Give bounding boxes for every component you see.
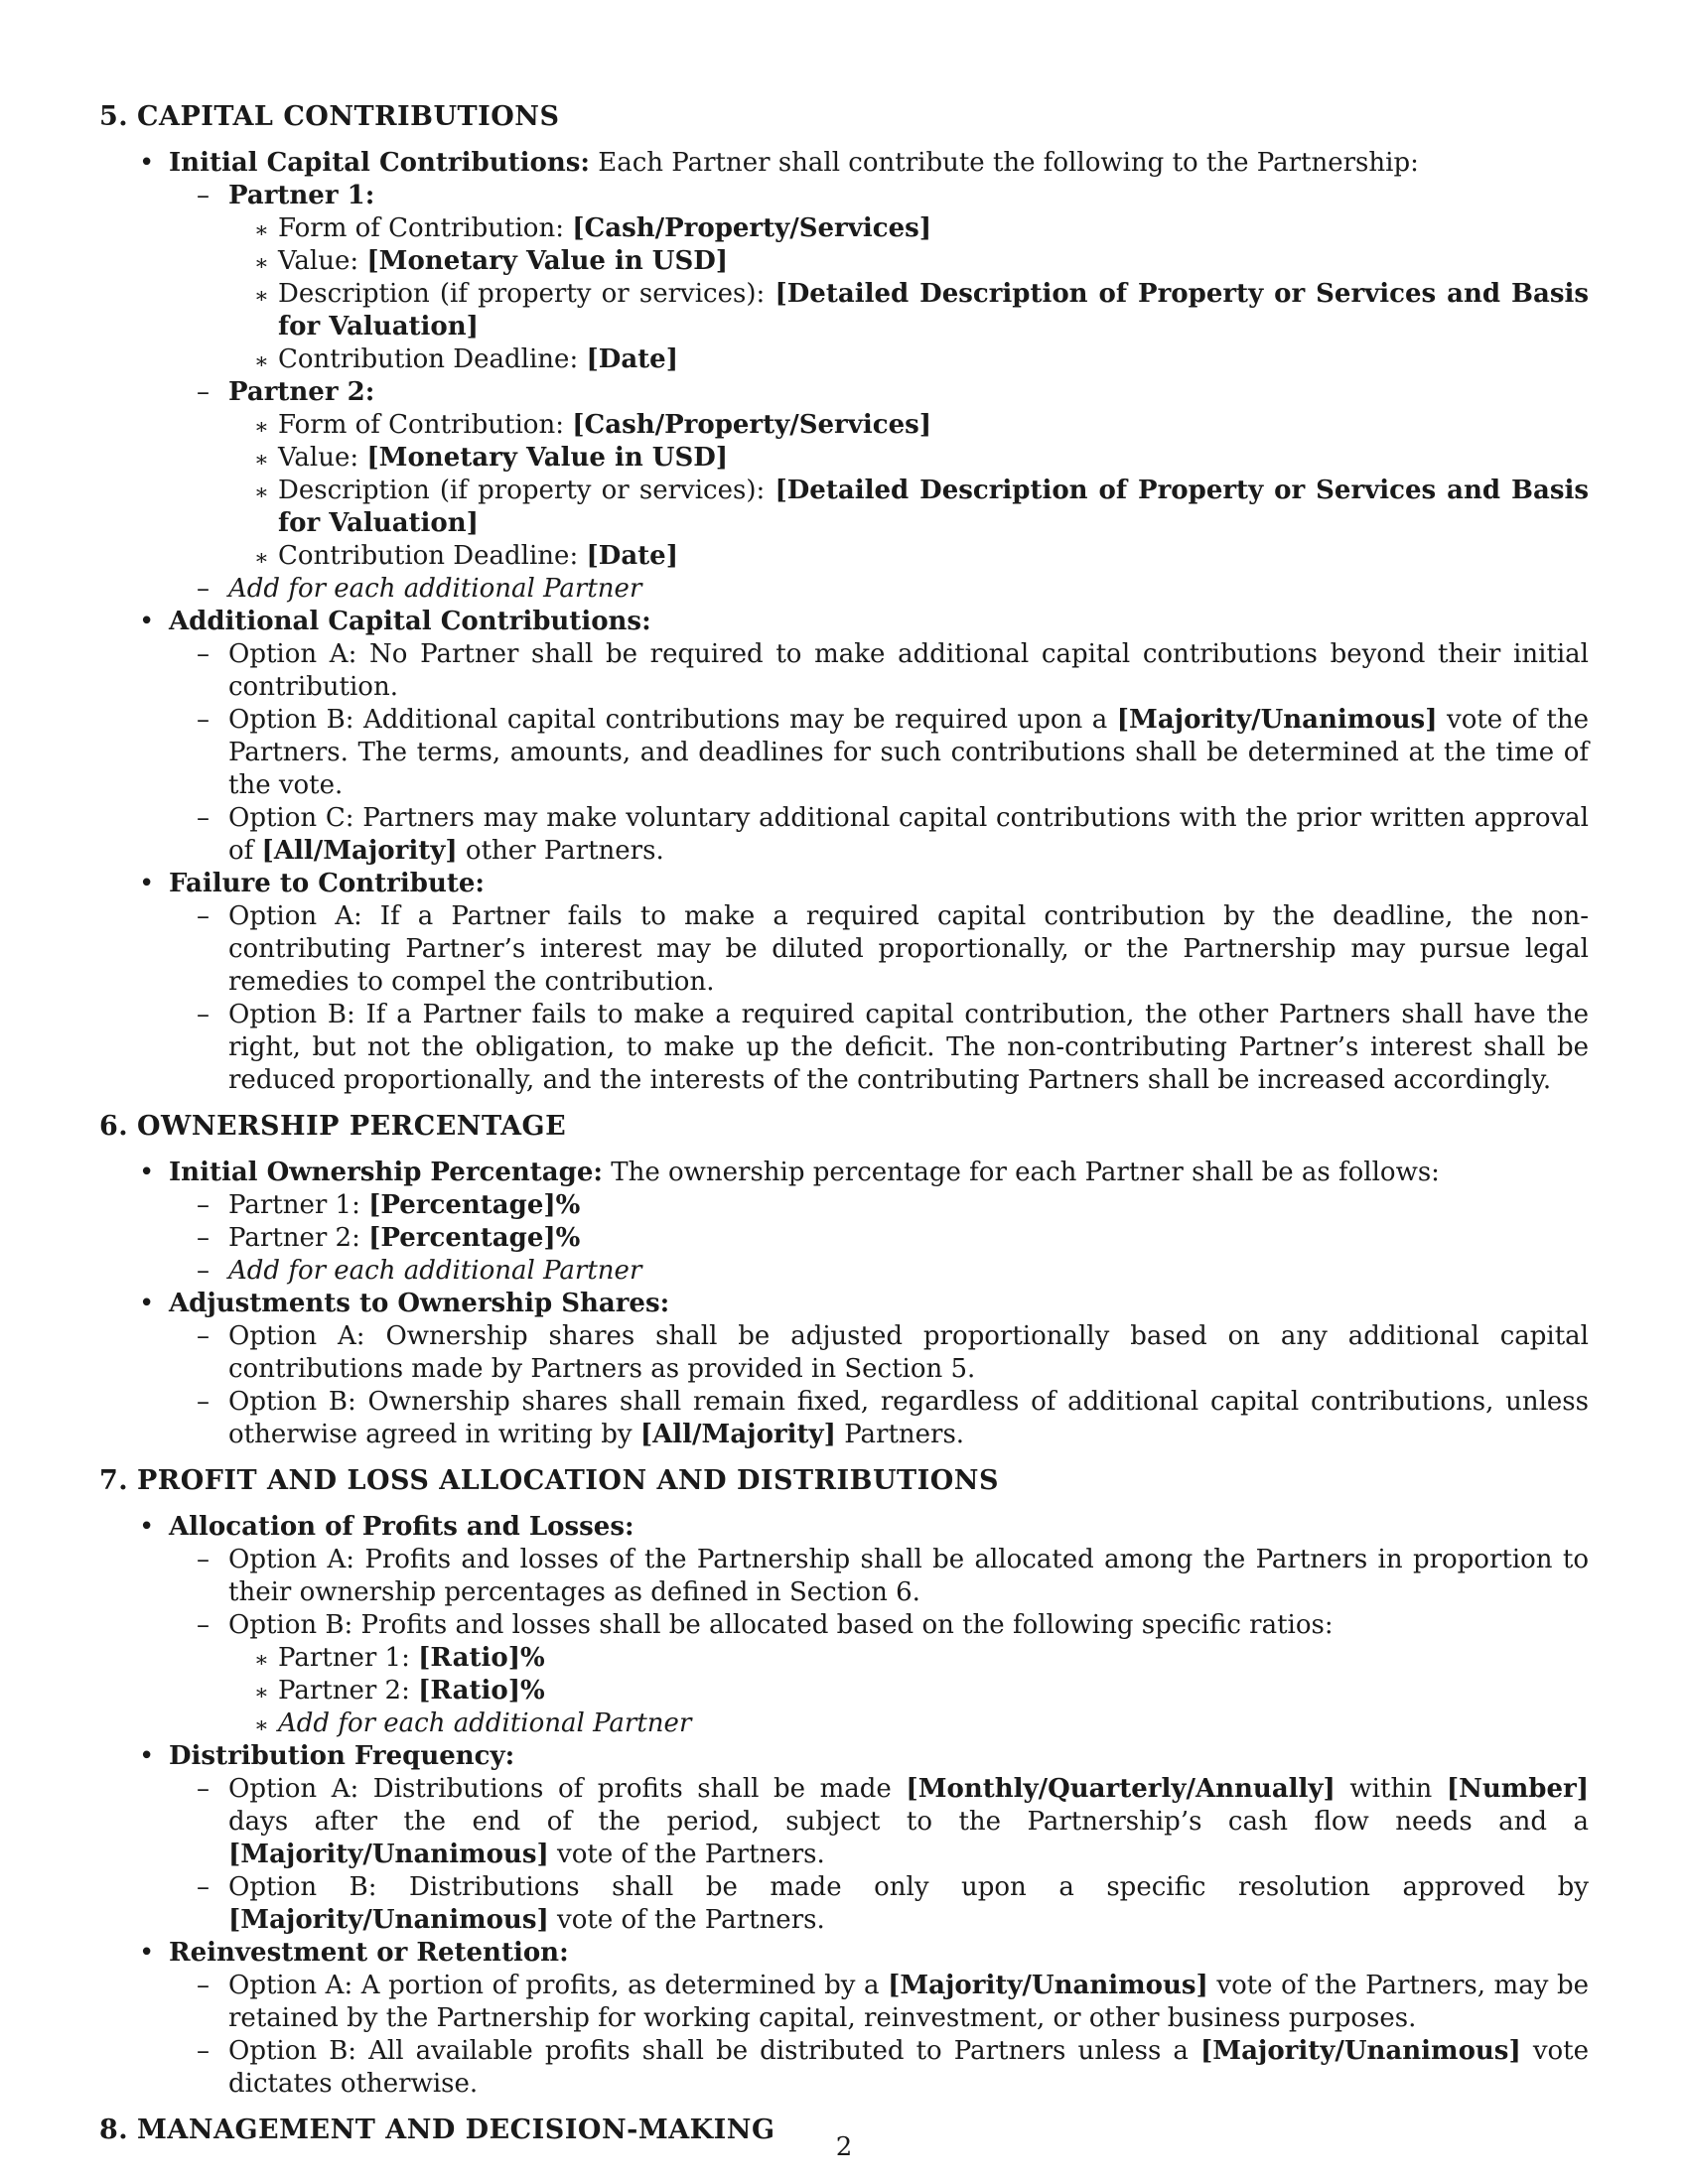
section-number: 8. bbox=[99, 2115, 129, 2145]
page-number: 2 bbox=[835, 2132, 853, 2162]
list-item: – Option B: If a Partner fails to make a required capital contribution, the other Partners shall have the right, but not the obligation, to make up the deficit. The non-contributing Partner’s interest shall be reduced proportionally, and the interests of the contributing Partners shall be increased accordingly. bbox=[197, 1000, 1589, 1095]
list-item: ∗ Partner 2: [Ratio]% bbox=[99, 1675, 1589, 1707]
dash-icon: – bbox=[197, 1190, 210, 1220]
list-item: – Option A: A portion of profits, as determined by a [Majority/Unanimous] vote of the Partners, may be retained by the Partnership for working capital, reinvestment, or other business purposes. bbox=[197, 1971, 1589, 2033]
list-item bbox=[99, 1511, 1589, 1544]
item-label: Reinvestment or Retention: bbox=[169, 1938, 569, 1968]
list-item: • Initial Capital Contributions: Each Partner shall contribute the following to the Partnership: bbox=[139, 148, 1419, 178]
list-item: ∗ Partner 1: [Ratio]% bbox=[99, 1642, 1589, 1675]
bullet-icon: • bbox=[139, 869, 155, 898]
section-title: CAPITAL CONTRIBUTIONS bbox=[137, 101, 560, 132]
dash-icon: – bbox=[197, 1223, 210, 1253]
list-item: • Initial Ownership Percentage: The ownership percentage for each Partner shall be as follows: bbox=[139, 1158, 1440, 1187]
list-item bbox=[99, 1937, 1589, 1970]
section-6-heading bbox=[99, 1109, 1589, 1145]
asterisk-icon: ∗ bbox=[254, 448, 269, 473]
item-label: Initial Capital Contributions: bbox=[169, 148, 590, 178]
section-number: 5. bbox=[99, 101, 129, 132]
section-title: PROFIT AND LOSS ALLOCATION AND DISTRIBUTIONS bbox=[137, 1465, 999, 1496]
list-item bbox=[99, 1740, 1589, 1773]
asterisk-icon: ∗ bbox=[254, 546, 269, 571]
list-item: – Option A: Ownership shares shall be adjusted proportionally based on any additional capital contributions made by Partners as provided in Section 5. bbox=[197, 1321, 1589, 1384]
list-item: – Option B: Ownership shares shall remain fixed, regardless of additional capital contributions, unless otherwise agreed in writing by [All/Majority] Partners. bbox=[197, 1387, 1589, 1449]
bullet-icon: • bbox=[139, 1289, 155, 1318]
list-item: – Option A: Profits and losses of the Partnership shall be allocated among the Partners in proportion to their ownership percentages as defined in Section 6. bbox=[197, 1545, 1589, 1607]
list-item: ∗ Form of Contribution: [Cash/Property/Services] bbox=[99, 409, 1589, 442]
list-item: – Partner 2: bbox=[197, 377, 375, 407]
item-label: Allocation of Profits and Losses: bbox=[169, 1512, 634, 1542]
asterisk-icon: ∗ bbox=[254, 480, 269, 505]
dash-icon: – bbox=[197, 574, 210, 604]
asterisk-icon: ∗ bbox=[254, 284, 269, 309]
dash-icon: – bbox=[197, 1321, 210, 1351]
asterisk-icon: ∗ bbox=[254, 349, 269, 374]
dash-icon: – bbox=[197, 1545, 210, 1574]
asterisk-icon: ∗ bbox=[254, 1648, 269, 1673]
list-item bbox=[99, 606, 1589, 638]
list-item bbox=[99, 868, 1589, 900]
item-label: Additional Capital Contributions: bbox=[169, 607, 651, 636]
bullet-icon: • bbox=[139, 1158, 155, 1187]
dash-icon: – bbox=[197, 639, 210, 669]
list-item: – Option A: No Partner shall be required to make additional capital contributions beyond their initial contribution. bbox=[197, 639, 1589, 702]
section-title: OWNERSHIP PERCENTAGE bbox=[137, 1111, 567, 1142]
list-item: – Partner 1: bbox=[197, 181, 375, 210]
list-item: – Option A: If a Partner fails to make a required capital contribution by the deadline, the non-contributing Partner’s interest may be diluted proportionally, or the Partnership may pursue legal remedies to compel the contribution. bbox=[197, 901, 1589, 997]
list-item: – Option B: Additional capital contributions may be required upon a [Majority/Unanimous] vote of the Partners. The terms, amounts, and deadlines for such contributions shall be determined at the time of the vote. bbox=[197, 705, 1590, 800]
asterisk-icon: ∗ bbox=[254, 1681, 269, 1706]
list-item: – Option B: Distributions shall be made only upon a specific resolution approved by [Majority/Unanimous] vote of the Partners. bbox=[197, 1872, 1589, 1935]
document-page bbox=[99, 99, 1589, 2148]
list-item: – Option B: Profits and losses shall be allocated based on the following specific ratios: bbox=[197, 1610, 1334, 1640]
dash-icon: – bbox=[197, 1256, 210, 1286]
dash-icon: – bbox=[197, 901, 210, 931]
dash-icon: – bbox=[197, 1872, 210, 1902]
list-item: ∗ Contribution Deadline: [Date] bbox=[99, 343, 1589, 376]
list-item: ∗ Value: [Monetary Value in USD] bbox=[99, 442, 1589, 475]
list-item: ∗ Form of Contribution: [Cash/Property/Services] bbox=[99, 212, 1589, 245]
section-5-heading bbox=[99, 99, 1589, 135]
asterisk-icon: ∗ bbox=[254, 251, 269, 276]
item-label: Distribution Frequency: bbox=[169, 1741, 515, 1771]
list-item: ∗ Add for each additional Partner bbox=[99, 1707, 1589, 1740]
item-label: Initial Ownership Percentage: bbox=[169, 1158, 603, 1187]
dash-icon: – bbox=[197, 377, 210, 407]
list-item: – Partner 2: [Percentage]% bbox=[197, 1223, 581, 1253]
asterisk-icon: ∗ bbox=[254, 1713, 269, 1738]
list-item: ∗ Contribution Deadline: [Date] bbox=[99, 540, 1589, 573]
bullet-icon: • bbox=[139, 1512, 155, 1542]
list-item: – Option B: All available profits shall be distributed to Partners unless a [Majority/Unanimous] vote dictates otherwise. bbox=[197, 2036, 1590, 2099]
list-item: ∗ Description (if property or services): [Detailed Description of Property or Services and Basis for Valuation] bbox=[254, 476, 1590, 538]
list-item: – Partner 1: [Percentage]% bbox=[197, 1190, 581, 1220]
dash-icon: – bbox=[197, 1774, 210, 1804]
asterisk-icon: ∗ bbox=[254, 218, 269, 243]
item-label: Failure to Contribute: bbox=[169, 869, 485, 898]
dash-icon: – bbox=[197, 1000, 210, 1029]
bullet-icon: • bbox=[139, 1938, 155, 1968]
list-item: – Add for each additional Partner bbox=[197, 574, 642, 604]
list-item: – Option A: Distributions of profits shall be made [Monthly/Quarterly/Annually] within [Number] days after the end of the period, subject to the Partnership’s cash flow needs and a [Majority/Unanimous] vote of the Partners. bbox=[197, 1774, 1590, 1869]
dash-icon: – bbox=[197, 181, 210, 210]
dash-icon: – bbox=[197, 705, 210, 735]
list-item: – Option C: Partners may make voluntary additional capital contributions with the prior written approval of [All/Majority] other Partners. bbox=[197, 803, 1589, 866]
bullet-icon: • bbox=[139, 1741, 155, 1771]
section-title: MANAGEMENT AND DECISION-MAKING bbox=[137, 2115, 775, 2145]
dash-icon: – bbox=[197, 2036, 210, 2066]
dash-icon: – bbox=[197, 803, 210, 833]
asterisk-icon: ∗ bbox=[254, 415, 269, 440]
section-7-heading bbox=[99, 1463, 1589, 1499]
list-item bbox=[99, 1288, 1589, 1320]
section-number: 7. bbox=[99, 1465, 129, 1496]
section-number: 6. bbox=[99, 1111, 129, 1142]
list-item: – Add for each additional Partner bbox=[197, 1256, 642, 1286]
bullet-icon: • bbox=[139, 607, 155, 636]
dash-icon: – bbox=[197, 1971, 210, 2000]
dash-icon: – bbox=[197, 1387, 210, 1417]
list-item: ∗ Value: [Monetary Value in USD] bbox=[99, 245, 1589, 278]
dash-icon: – bbox=[197, 1610, 210, 1640]
item-label: Adjustments to Ownership Shares: bbox=[169, 1289, 670, 1318]
bullet-icon: • bbox=[139, 148, 155, 178]
list-item: ∗ Description (if property or services): [Detailed Description of Property or Services and Basis for Valuation] bbox=[254, 279, 1590, 341]
